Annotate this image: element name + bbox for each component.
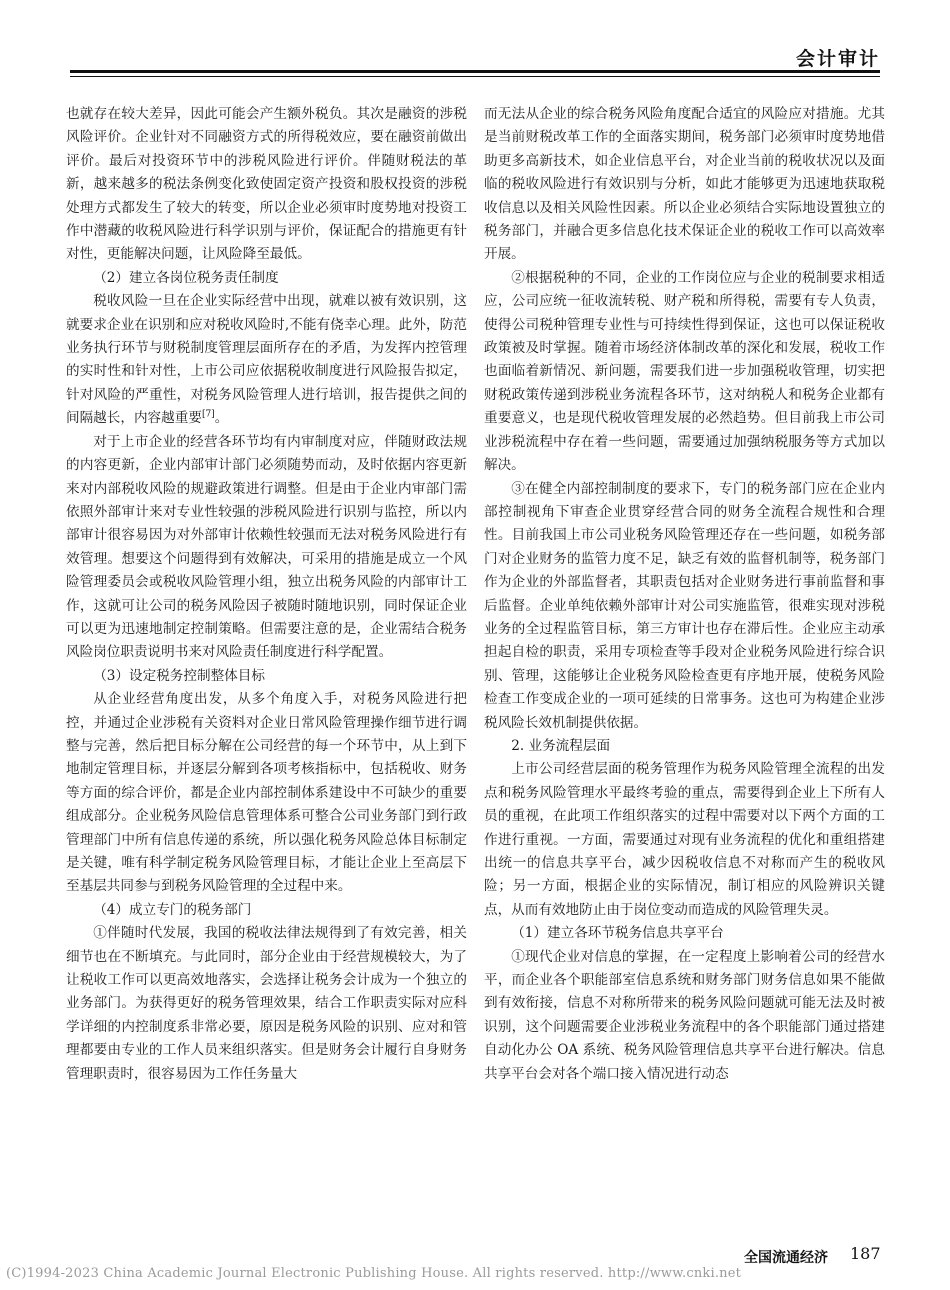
paragraph-continued: 也就存在较大差异，因此可能会产生额外税负。其次是融资的涉税风险评价。企业针对不同融资方式的所得税效应，要在融资前做出评价。最后对投资环节中的涉税风险进行评价。伴随财税法的革新，越来越多的税法条例变化致使固定资产投资和股权投资的涉税处理方式都发生了较大的转变，所以企业必须审时度势地对投资工作中潜藏的收税风险进行科学识别与评价，保证配合的措施更有针对性，更能解决问题，让风险降至最低。 (66, 106, 467, 263)
page-number: 187 (850, 1244, 881, 1263)
journal-name: 全国流通经济 (744, 1250, 828, 1266)
paragraph: 对于上市企业的经营各环节均有内审制度对应，伴随财政法规的内容更新，企业内部审计部门必须随势而动，及时依据内容更新来对内部税收风险的规避政策进行调整。但是由于企业内审部门需依照外部审计来对专业性较强的涉税风险进行识别与监控，所以内部审计很容易因为对外部审计依赖性较强而无法对税务风险进行有效管理。想要这个问题得到有效解决，可采用的措施是成立一个风险管理委员会或税收风险管理小组，独立出税务风险的内部审计工作，这就可让公司的税务风险因子被随时随地识别，同时保证企业可以更为迅速地制定控制策略。但需要注意的是，企业需结合税务风险岗位职责说明书来对风险责任制度进行科学配置。 (66, 433, 467, 661)
paragraph (66, 290, 467, 430)
right-column (484, 103, 885, 1086)
paragraph: ①伴随时代发展，我国的税收法律法规得到了有效完善，相关细节也在不断填充。与此同时，部分企业由于经营规模较大，为了让税收工作可以更高效地落实，会选择让税务会计成为一个独立的业务部门。为获得更好的税务管理效果，结合工作职责实际对应科学详细的内控制度系非常必要，原因是税务风险的识别、应对和管理都要由专业的工作人员来组织落实。但是财务会计履行自身财务管理职责时，很容易因为工作任务量大 (66, 925, 467, 1082)
citation-ref[interactable]: [7] (201, 409, 215, 420)
section-title: 会计审计 (795, 48, 880, 70)
paragraph: ③在健全内部控制制度的要求下，专门的税务部门应在企业内部控制视角下审查企业贯穿经营合同的财务全流程合规性和合理性。目前我国上市公司业税务风险管理还存在一些问题，如税务部门对企业财务的监管力度不足，缺乏有效的监督机制等，税务部门作为企业的外部监督者，其职责包括对企业财务进行事前监督和事后监督。企业单纯依赖外部审计对公司实施监管，很难实现对涉税业务的全过程监管目标，第三方审计也存在滞后性。企业应主动承担起自检的职责，采用专项检查等手段对企业税务风险进行综合识别、管理，这能够让企业税务风险检查更有序地开展，使税务风险检查工作变成企业的一项可延续的日常事务。这也可为构建企业涉税风险长效机制提供依据。 (484, 480, 885, 731)
section-heading: （4）成立专门的税务部门 (93, 901, 252, 918)
paragraph: ①现代企业对信息的掌握，在一定程度上影响着公司的经营水平，而企业各个职能部室信息系统和财务部门财务信息如果不能做到有效衔接，信息不对称所带来的税务风险问题就可能无法及时被识别，这个问题需要企业涉税业务流程中的各个职能部门通过搭建自动化办公 OA 系统、税务风险管理信息共享平台进行解决。信息共享平台会对各个端口接入情况进行动态 (484, 948, 885, 1082)
section-heading: （2）建立各岗位税务责任制度 (93, 269, 279, 286)
header-rule-thin (70, 76, 880, 77)
copyright-watermark: (C)1994-2023 China Academic Journal Electronic Publishing House. All rights reserved. http://www.cnki.net (6, 1266, 742, 1281)
paragraph-tail: 。 (214, 410, 229, 427)
paragraph: ②根据税种的不同，企业的工作岗位应与企业的税制要求相适应，公司应统一征收流转税、财产税和所得税，需要有专人负责，使得公司税种管理专业性与可持续性得到保证，这也可以保证税收政策被及时掌握。随着市场经济体制改革的深化和发展，税收工作也面临着新情况、新问题，需要我们进一步加强税收管理，切实把财税政策传递到涉税业务流程各环节，这对纳税人和税务企业都有重要意义，也是现代税收管理发展的必然趋势。但目前我上市公司业涉税流程中存在着一些问题，需要通过加强纳税服务等方式加以解决。 (484, 269, 885, 474)
paragraph: 上市公司经营层面的税务管理作为税务风险管理全流程的出发点和税务风险管理水平最终考验的重点，需要得到企业上下所有人员的重视，在此项工作组织落实的过程中需要对以下两个方面的工作进行重视。一方面，需要通过对现有业务流程的优化和重组搭建出统一的信息共享平台，减少因税收信息不对称而产生的税收风险；另一方面，根据企业的实际情况，制订相应的风险辨识关键点，从而有效地防止由于岗位变动而造成的风险管理失灵。 (484, 761, 885, 918)
section-heading: 2. 业务流程层面 (511, 737, 611, 754)
paragraph-continued: 而无法从企业的综合税务风险角度配合适宜的风险应对措施。尤其是当前财税改革工作的全面落实期间，税务部门必须审时度势地借助更多高新技术，如企业信息平台，对企业当前的税收状况以及面临的税收风险进行有效识别与分析，如此才能够更为迅速地获取税收信息以及相关风险性因素。所以企业必须结合实际地设置独立的税务部门，并融合更多信息化技术保证企业的税收工作可以高效率开展。 (484, 106, 885, 263)
section-heading: （1）建立各环节税务信息共享平台 (511, 925, 724, 942)
left-column (66, 103, 467, 1086)
paragraph: 从企业经营角度出发，从多个角度入手，对税务风险进行把控，并通过企业涉税有关资料对企业日常风险管理操作细节进行调整与完善，然后把目标分解在公司经营的每一个环节中，从上到下地制定管理目标，并逐层分解到各项考核指标中，包括税收、财务等方面的综合评价，都是企业内部控制体系建设中不可缺少的重要组成部分。企业税务风险信息管理体系可整合公司业务部门到行政管理部门中所有信息传递的系统，所以强化税务风险总体目标制定是关键，唯有科学制定税务风险管理目标，才能让企业上至高层下至基层共同参与到税务风险管理的全过程中来。 (66, 691, 467, 895)
section-heading: （3）设定税务控制整体目标 (93, 667, 265, 684)
paragraph-text: 税收风险一旦在企业实际经营中出现，就难以被有效识别，这就要求企业在识别和应对税收风险时,不能有侥幸心理。此外，防范业务执行环节与财税制度管理层面所存在的矛盾，为发挥内控管理的实时性和针对性，上市公司应依据税收制度进行风险报告拟定，针对风险的严重性，对税务风险管理人进行培训，报告提供之间的间隔越长，内容越重要 (66, 293, 467, 427)
header-rule-thick (70, 70, 880, 73)
